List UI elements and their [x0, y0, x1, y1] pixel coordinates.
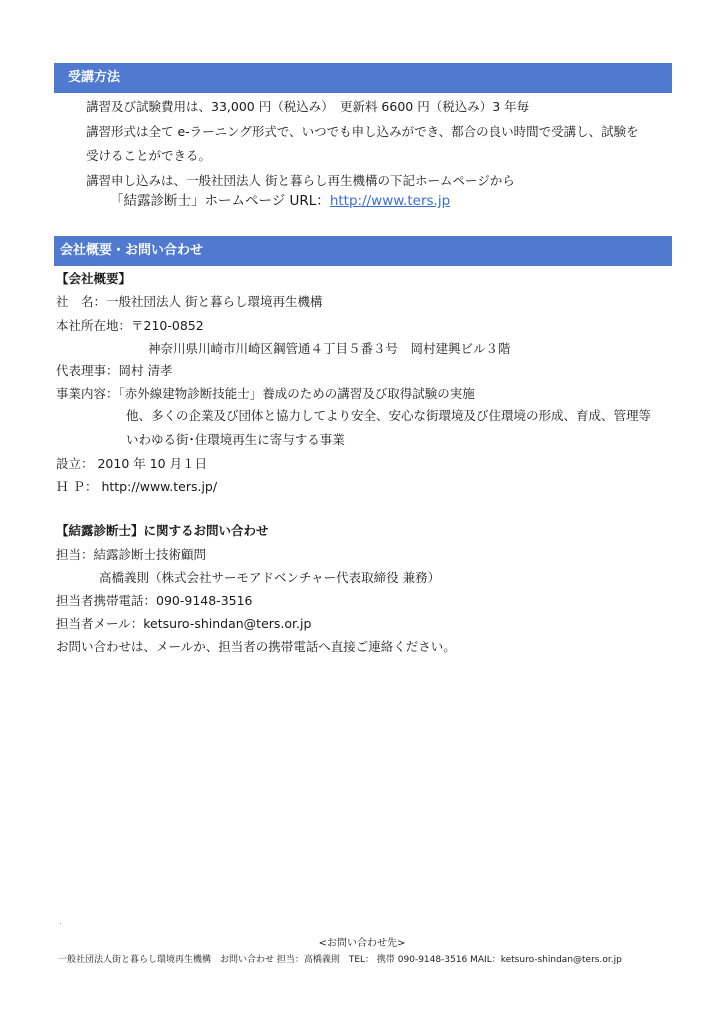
inquiry-heading: 【結露診断士】に関するお問い合わせ — [56, 523, 269, 538]
homepage-link[interactable]: http://www.ters.jp — [329, 193, 451, 209]
company-overview-heading: 【会社概要】 — [56, 271, 132, 286]
footer-contact: 一般社団法人街と暮らし環境再生機構 お問い合わせ 担当：高橋義則 TEL： 携帯 090-9148-3516 MAIL：ketsuro-shindan@ters.or.jp — [58, 955, 622, 965]
stray-mark — [60, 923, 61, 924]
business-content: 事業内容：「赤外線建物診断技能士」養成のための講習及び取得試験の実施 — [56, 386, 475, 401]
contact-note: お問い合わせは、メールか、担当者の携帯電話へ直接ご連絡ください。 — [56, 639, 456, 654]
homepage-url-line — [110, 191, 450, 211]
url-label: 「結露診断士」ホームページ URL： — [110, 193, 330, 209]
established-date: 設立： 2010 年 10 月１日 — [56, 456, 208, 471]
representative: 代表理事：岡村 清孝 — [56, 363, 173, 378]
homepage: Ｈ Ｐ： http://www.ters.jp/ — [56, 479, 218, 494]
course-format-text: 講習形式は全て e-ラーニング形式で、いつでも申し込みができ、都合の良い時間で受講し、試験を — [86, 124, 639, 139]
contact-person-name: 高橋義則（株式会社サーモアドベンチャー代表取締役 兼務） — [99, 570, 441, 585]
section-header-course: 受講方法 — [54, 63, 672, 93]
section-header-company: 会社概要・お問い合わせ — [54, 236, 672, 266]
business-content-cont1: 他、多くの企業及び団体と協力してより安全、安心な街環境及び住環境の形成、育成、管理等 — [126, 408, 652, 423]
contact-phone: 担当者携帯電話：090-9148-3516 — [56, 593, 253, 608]
company-name: 社 名：一般社団法人 街と暮らし環境再生機構 — [56, 294, 323, 309]
course-fee-text: 講習及び試験費用は、33,000 円（税込み） 更新料 6600 円（税込み）3 年毎 — [86, 99, 530, 114]
course-application-text: 講習申し込みは、一般社団法人 街と暮らし再生機構の下記ホームページから — [86, 173, 515, 188]
contact-email: 担当者メール：ketsuro-shindan@ters.or.jp — [56, 616, 312, 631]
contact-person-title: 担当：結露診断士技術顧問 — [56, 547, 207, 562]
business-content-cont2: いわゆる街･住環境再生に寄与する事業 — [126, 432, 345, 447]
head-office-address: 神奈川県川崎市川崎区鋼管通４丁目５番３号 岡村建興ビル３階 — [148, 341, 511, 356]
course-format-text-cont: 受けることができる。 — [86, 148, 212, 163]
head-office-postal: 本社所在地：〒210-0852 — [56, 318, 204, 333]
footer-label: <お問い合わせ先> — [318, 938, 406, 949]
